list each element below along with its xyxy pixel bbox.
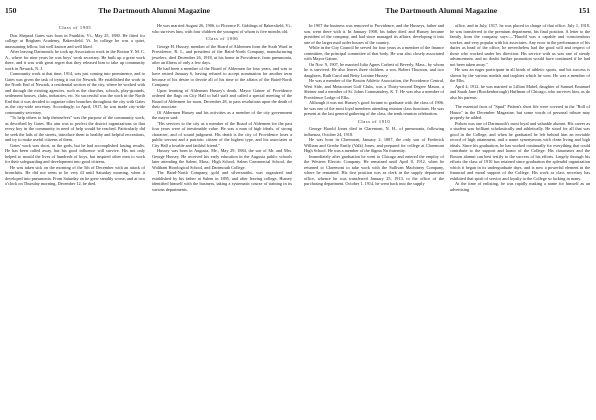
paragraph: office, and in July, 1917, he was placed in charge of that office. July 1, 1918, he was transferred to the premium department, his final position. A letter to the family from the company says:—"Harold was a capable and conscientious worker, and very popular with his associates. Any error in the performance of his duties as head of the office, he nevertheless had the good will and respect of those who worked under his direction. His service with us was one of steady advancement, and no doubt further promotion would have continued if he had not been taken away." [450, 23, 590, 67]
paragraph: Hussey was born in Augusta, Me., May 29, 1884, the son of Mr. and Mrs. George Hussey. He received his early education in the Augusta public schools later attending the Salem, Mass., High School, Salem Commercial School, the Waltham Horological School, and Dartmouth College. [152, 148, 292, 170]
right-running-head [304, 6, 590, 17]
paragraph: At the time of enlisting, he was rapidly making a name for himself as an advertising [450, 181, 590, 192]
paragraph: After leaving Dartmouth, he took up Association work in the Boston Y. M. C. A., where for nine years he was boys' work secretary. He built up a great work there, and it was with great regret that they released him to take up community work in Newark, N. J. [5, 49, 145, 71]
paragraph: On Nov. 9, 1907, he married Julia Agnes Corbett of Beverly, Mass., by whom he is survived. He also leaves three children, a son, Robert Thurston, and two daughters, Ruth Carol and Betty Loraine Hussey. [304, 61, 444, 78]
paragraph: He was a member of the Boston Athletic Association, the Providence Central, West Side, and Metacomet Golf Clubs, was a Thirty-second Degree Mason, a Shriner and a member of St. Johns Commandery, K. T. He was also a member of Providence Lodge of Elks. [304, 78, 444, 100]
paragraph: He was an eager participant in all kinds of athletic sports, and his success is shown by the various medals and trophies which he won. He was a member of the Elks. [450, 67, 590, 84]
paragraph: Community work at that time, 1914, was just coming into prominence, and to Gates was given the task of trying it out for Newark. He established the work in the North End of Newark, a residential section of the city, where he worked with and through the existing agencies, such as the churches, schools, play-grounds, settlement houses, clubs, industries, etc. So successful was the work in the North End that it was decided to organize other branches throughout the city with Gates as the city-wide secretary. Accordingly, in April, 1917, he was made city-wide community secretary. [5, 71, 145, 115]
paragraph: Of Aldermen Hussey and his activities as a member of the city government the mayor said: [152, 109, 292, 121]
paragraph: While in the City Council he served for four years as a member of the finance committee, the principal committee of that body. He was also closely associated with Mayor Gainer. [304, 45, 444, 62]
right-column-1 [304, 23, 444, 192]
paragraph: The Baird-North Company, gold and silversmiths, was organized and established by his father at Salem in 1895, and after leaving college, Hussey identified himself with the business, taking a systematic course of training in its various departments. [152, 170, 292, 192]
paragraph: George H. Hussey, member of the Board of Aldermen from the Sixth Ward in Providence, R. I., and president of the Baird-North Company, manufacturing jewelers, died December 26, 1918, at his home in Providence, from pneumonia, after an illness of only a few days. [152, 43, 292, 66]
magazine-title: The Dartmouth Alumni Magazine [98, 6, 211, 15]
paragraph: Although it was not Hussey's good fortune to graduate with the class of 1906, he was one of the most loyal members attending reunion class functions. He was present at the last general gathering of the class, the tenth reunion celebration. [304, 100, 444, 117]
left-running-head [5, 6, 292, 17]
paragraph: Upon learning of Alderman Hussey's death, Mayor Gainer of Providence ordered the flags on City Hall to half staff and called a special meeting of the Board of Aldermen for noon, December 28, to pass resolutions upon the death of their associate. [152, 87, 292, 110]
paragraph: He was taken sick on the morning of the 5th of December with an attack of bronchitis. He did not seem to be very ill until Saturday morning, when it developed into pneumonia. From Saturday on he grew steadily worse, and at two o'clock on Thursday morning, December 12, he died. [5, 164, 145, 187]
paragraph: He was married August 26, 1906, to Florence E. Giddings of Bakersfield, Vt., who survives him, with four children the youngest of whom is five months old. [152, 23, 292, 34]
class-heading: Class of 1905 [58, 25, 92, 30]
paragraph: George Harold Jones died in Claremont, N. H., of pneumonia, following influenza, October 24, 1918. [304, 126, 444, 137]
paragraph: Immediately after graduation he went to Chicago and entered the employ of the Western Electric Company. He remained until April 8, 1912, when he returned to Claremont to take work with the Sullivan Machinery Company, where he remained. His first position was as clerk in the supply department office, whence he was transferred January 25, 1913, to the office of the purchasing department. October 1, 1914, he went back into the supply [304, 153, 444, 187]
paragraph: Gates' work was short, as the gods, but he had accomplished lasting results. He has been called away, but his good influence will survive. His not only helped to mould the lives of hundreds of boys, but inspired other men to work for their safeguarding and development into good citizens. [5, 142, 145, 165]
page-number: 151 [578, 6, 590, 15]
left-column-2 [152, 23, 292, 192]
paragraph: "His services to the city as a member of the Board of Aldermen for the past four years were of inestimable value. He was a man of high ideals, of strong character, and of sound judgment. His death is the city of Providence loses a public servant and a patriotic citizen of the highest type, and his associates at City Hall a lovable and faithful friend." [152, 120, 292, 148]
paragraph: He had been a member of the Board of Aldermen for four years, and was to have retired January 6, having refused to accept nomination for another term because of his desire to devote all of his time to the affairs of the Baird-North Company. [152, 65, 292, 88]
page-number: 150 [5, 6, 17, 15]
paragraph: Don Shepard Gates was born in Franklin, Vt., May 25, 1880. He fitted for college at Brigham Academy, Bakersfield, Vt. In college he was a quiet, unassuming fellow, but well known and well liked. [5, 32, 145, 49]
left-column-1 [5, 23, 145, 192]
paragraph: He was born in Claremont, January 2, 1887, the only son of Frederick William and Grethe Emily (Valk) Jones, and prepared for college at Claremont High School. He was a member of the Sigma Nu fraternity. [304, 137, 444, 154]
magazine-title: The Dartmouth Alumni Magazine [385, 6, 498, 15]
paragraph: The essential facts of "Spud" Pishon's short life were covered in the "Roll of Honor" in the December Magazine, but some words of personal tribute may properly be added. [450, 104, 590, 121]
class-heading: Class of 1910 [357, 118, 391, 124]
class-heading: Class of 1906 [205, 36, 239, 42]
paragraph: "To help others to help themselves" was the purpose of the community work, as described by Gates. His aim was to perfect the district organizations so that every boy in the community in need of help would be reached. Particularly did he seek the lads of the streets, introduce them to healthy and helpful recreations, and try to make useful citizens of them. [5, 115, 145, 143]
paragraph: April 4, 1912, he was married to Lillian Mabel, daughter of Samuel Emanuel and Sarah Jane (Brackenborough) Huffman of Chicago, who survives him, as do also his parents. [450, 83, 590, 100]
right-page [298, 0, 596, 420]
paragraph: Pishon was one of Dartmouth's most loyal and valuable alumni. His career as a student was brilliant scholastically and athletically. He stood for all that was good in the College, and when he graduated he left behind him an enviable record of high attainment, and a name synonymous with clean living and high ideals. Since his graduation, he has worked continually for everything that could contribute to the support and honor of the College. His classmates and the Boston alumni can best testify to the success of his efforts. Largely through his efforts the class of 1910 has retained since graduation the splendid organization which it began in its undergraduate days, and is now a powerful element in the financial and moral support of the College. His work as class secretary has exhibited that spirit of service and loyalty to the College so lacking in many. [450, 120, 590, 181]
paragraph: In 1907 the business was removed to Providence, and the Husseys, father and son, went there with it. In January 1908, his father died, and Hussey became president of the company, and had since managed its affairs, developing it into one of the larger mail order houses of the country. [304, 23, 444, 45]
right-column-2 [450, 23, 590, 192]
